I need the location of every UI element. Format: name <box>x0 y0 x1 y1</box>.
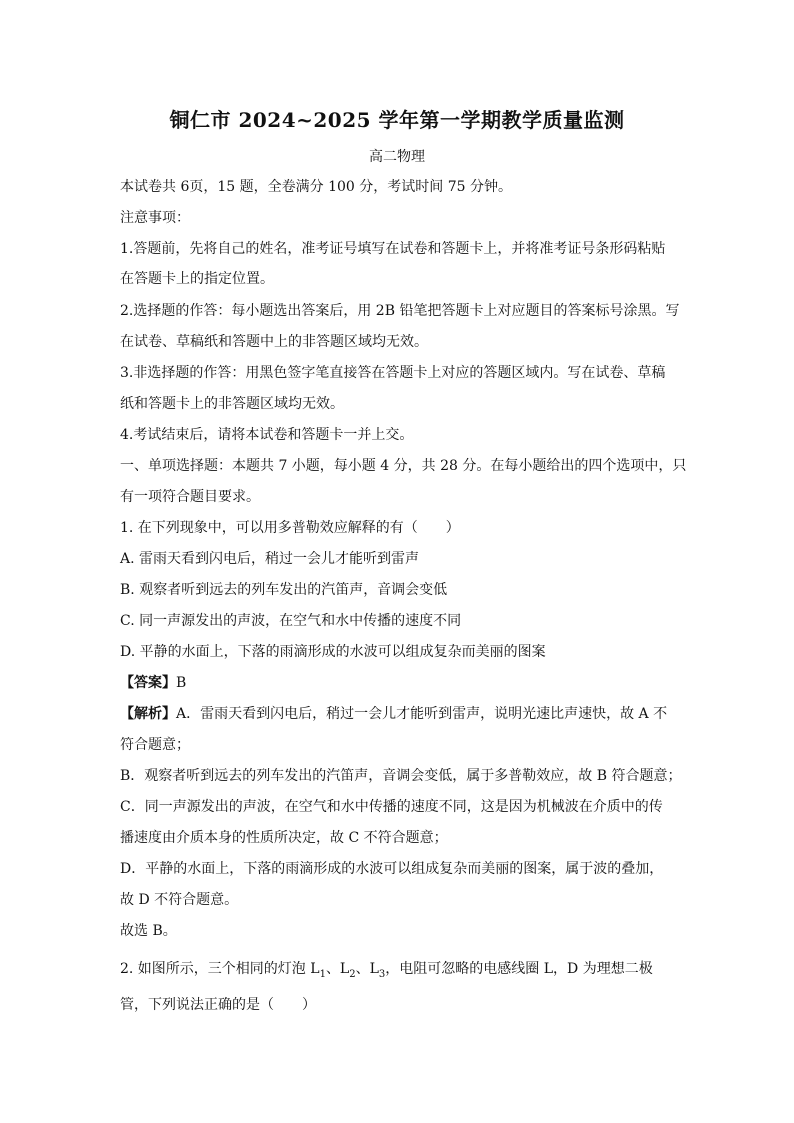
question-2-stem-cont: 管，下列说法正确的是（ ） <box>120 997 316 1013</box>
page-subtitle: 高二物理 <box>369 149 425 165</box>
analysis-line: 故 D 不符合题意。 <box>120 892 239 908</box>
question-1-option-a: A. 雷雨天看到闪电后，稍过一会儿才能听到雷声 <box>120 551 420 567</box>
analysis-line <box>120 705 690 723</box>
notice-line: 纸和答题卡上的非答题区域均无效。 <box>120 396 344 412</box>
analysis-line: 播速度由介质本身的性质所决定，故 C 不符合题意； <box>120 830 448 846</box>
analysis-text: A．雷雨天看到闪电后，稍过一会儿才能听到雷声，说明光速比声速快，故 A 不 <box>176 706 668 722</box>
notice-line: 2.选择题的作答：每小题选出答案后，用 2B 铅笔把答题卡上对应题目的答案标号涂黑。写 <box>120 303 680 319</box>
analysis-tag: 【解析】 <box>120 706 176 722</box>
notice-line: 在试卷、草稿纸和答题中上的非答题区域均无效。 <box>120 334 428 350</box>
subscript: 3 <box>378 968 386 980</box>
section-heading: 一、单项选择题：本题共 7 小题，每小题 4 分，共 28 分。在每小题给出的四个选项中，只 <box>120 458 687 474</box>
analysis-line: C．同一声源发出的声波，在空气和水中传播的速度不同，这是因为机械波在介质中的传 <box>120 799 663 815</box>
analysis-line: D．平静的水面上，下落的雨滴形成的水波可以组成复杂而美丽的图案，属于波的叠加， <box>120 861 664 877</box>
question-1-option-d: D. 平静的水面上，下落的雨滴形成的水波可以组成复杂而美丽的图案 <box>120 644 546 660</box>
subscript: 2 <box>349 968 356 980</box>
intro-text: 本试卷共 6页，15 题，全卷满分 100 分，考试时间 75 分钟。 <box>120 179 512 195</box>
answer-value: B <box>176 675 187 691</box>
analysis-line: 故选 B。 <box>120 923 177 939</box>
question-1-option-b: B. 观察者听到远去的列车发出的汽笛声，音调会变低 <box>120 582 448 598</box>
question-2-text: 、L <box>355 961 379 977</box>
section-heading-cont: 有一项符合题目要求。 <box>120 489 260 505</box>
question-1-stem: 1. 在下列现象中，可以用多普勒效应解释的有（ ） <box>120 520 460 536</box>
page-title: 铜仁市 2024~2025 学年第一学期教学质量监测 <box>169 108 625 132</box>
question-2-text: 2. 如图所示，三个相同的灯泡 L <box>120 961 320 977</box>
notice-line: 3.非选择题的作答：用黑色签字笔直接答在答题卡上对应的答题区域内。写在试卷、草稿 <box>120 365 666 381</box>
notice-heading: 注意事项： <box>120 210 190 226</box>
notice-line: 1.答题前，先将自己的姓名，准考证号填写在试卷和答题卡上，并将准考证号条形码粘贴 <box>120 241 666 257</box>
question-2-text: 、L <box>325 961 350 977</box>
answer-line <box>120 674 690 692</box>
notice-line: 4.考试结束后，请将本试卷和答题卡一并上交。 <box>120 427 414 443</box>
question-1-option-c: C. 同一声源发出的声波，在空气和水中传播的速度不同 <box>120 613 462 629</box>
answer-tag: 【答案】 <box>120 675 176 691</box>
question-2-stem <box>120 960 690 984</box>
analysis-line: 符合题意； <box>120 737 190 753</box>
subscript: 1 <box>319 968 326 980</box>
notice-line: 在答题卡上的指定位置。 <box>120 271 274 287</box>
analysis-line: B．观察者听到远去的列车发出的汽笛声，音调会变低，属于多普勒效应，故 B 符合题意； <box>120 768 682 784</box>
question-2-text: ，电阻可忽略的电感线圈 L，D 为理想二极 <box>385 961 653 977</box>
